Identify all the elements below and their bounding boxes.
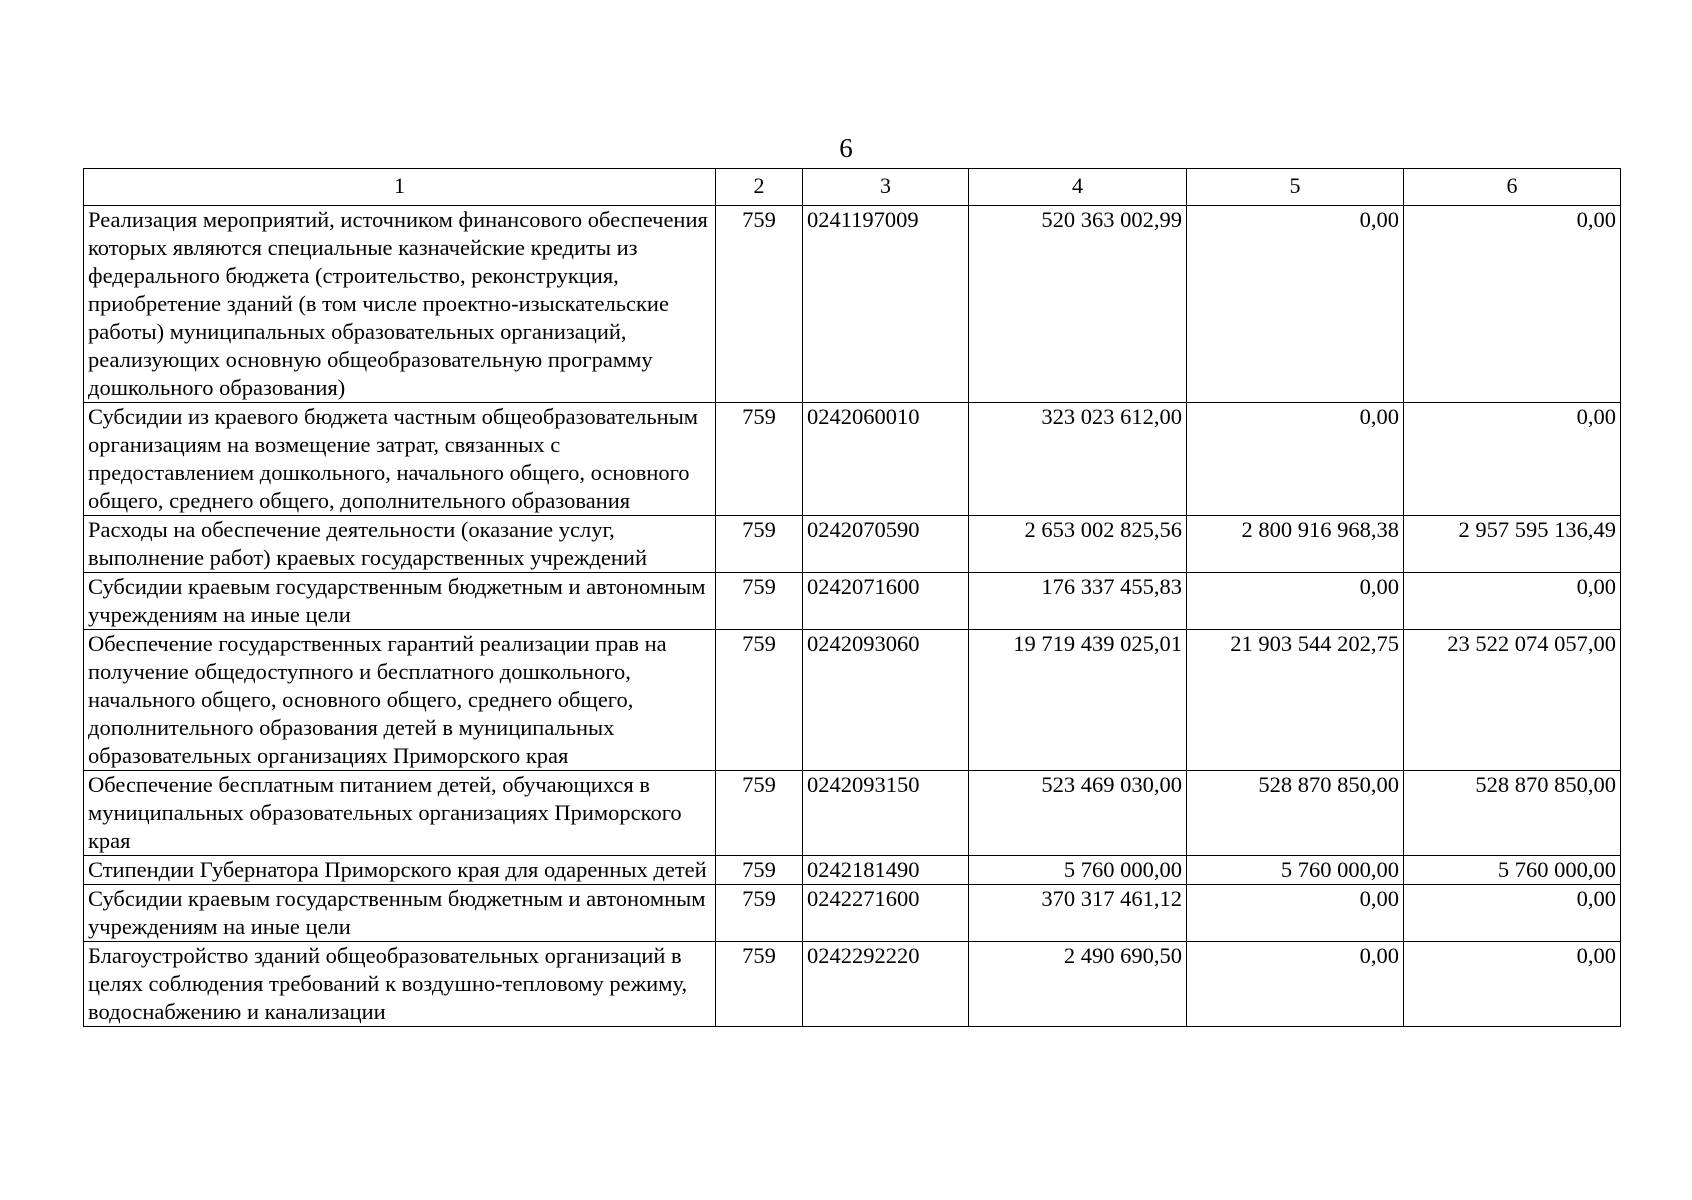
table-row (84, 573, 1621, 630)
row-department-code: 759 (716, 206, 803, 403)
row-amount-col-4: 5 760 000,00 (969, 856, 1187, 885)
row-amount-col-6: 2 957 595 136,49 (1404, 516, 1621, 573)
row-name: Субсидии из краевого бюджета частным общеобразовательным организациям на возмещение затрат, связанных с предоставлением дошкольного, начального общего, основного общего, среднего общего, дополнительного образования (84, 403, 716, 516)
row-amount-col-4: 2 653 002 825,56 (969, 516, 1187, 573)
row-name: Субсидии краевым государственным бюджетным и автономным учреждениям на иные цели (84, 885, 716, 942)
table-row (84, 856, 1621, 885)
row-amount-col-5: 0,00 (1187, 573, 1404, 630)
row-department-code: 759 (716, 856, 803, 885)
header-col-1: 1 (84, 169, 716, 206)
row-department-code: 759 (716, 573, 803, 630)
row-amount-col-6: 528 870 850,00 (1404, 771, 1621, 856)
table-row (84, 516, 1621, 573)
table-row (84, 206, 1621, 403)
row-department-code: 759 (716, 885, 803, 942)
row-amount-col-6: 23 522 074 057,00 (1404, 630, 1621, 771)
row-target-article: 0242093060 (803, 630, 969, 771)
header-col-2: 2 (716, 169, 803, 206)
table-row (84, 942, 1621, 1027)
row-amount-col-5: 21 903 544 202,75 (1187, 630, 1404, 771)
row-name: Обеспечение государственных гарантий реализации прав на получение общедоступного и бесплатного дошкольного, начального общего, основного общего, среднего общего, дополнительного образования детей в муниципальных образовательных организациях Приморского края (84, 630, 716, 771)
row-amount-col-4: 19 719 439 025,01 (969, 630, 1187, 771)
table-row (84, 885, 1621, 942)
row-amount-col-5: 528 870 850,00 (1187, 771, 1404, 856)
row-department-code: 759 (716, 942, 803, 1027)
row-amount-col-6: 0,00 (1404, 942, 1621, 1027)
row-amount-col-4: 176 337 455,83 (969, 573, 1187, 630)
row-amount-col-6: 0,00 (1404, 885, 1621, 942)
row-department-code: 759 (716, 630, 803, 771)
row-amount-col-5: 0,00 (1187, 885, 1404, 942)
row-target-article: 0242060010 (803, 403, 969, 516)
row-amount-col-5: 0,00 (1187, 206, 1404, 403)
header-col-4: 4 (969, 169, 1187, 206)
table-row (84, 771, 1621, 856)
table-row (84, 403, 1621, 516)
row-name: Субсидии краевым государственным бюджетным и автономным учреждениям на иные цели (84, 573, 716, 630)
row-target-article: 0242181490 (803, 856, 969, 885)
row-amount-col-4: 323 023 612,00 (969, 403, 1187, 516)
header-col-6: 6 (1404, 169, 1621, 206)
header-col-3: 3 (803, 169, 969, 206)
row-target-article: 0241197009 (803, 206, 969, 403)
page-number: 6 (839, 133, 853, 163)
row-target-article: 0242093150 (803, 771, 969, 856)
row-target-article: 0242292220 (803, 942, 969, 1027)
table-row (84, 630, 1621, 771)
row-amount-col-6: 5 760 000,00 (1404, 856, 1621, 885)
row-name: Обеспечение бесплатным питанием детей, обучающихся в муниципальных образовательных организациях Приморского края (84, 771, 716, 856)
row-name: Благоустройство зданий общеобразовательных организаций в целях соблюдения требований к воздушно-тепловому режиму, водоснабжению и канализации (84, 942, 716, 1027)
row-amount-col-5: 2 800 916 968,38 (1187, 516, 1404, 573)
row-amount-col-6: 0,00 (1404, 206, 1621, 403)
budget-table (83, 168, 1621, 1027)
row-amount-col-6: 0,00 (1404, 403, 1621, 516)
row-amount-col-4: 2 490 690,50 (969, 942, 1187, 1027)
row-amount-col-6: 0,00 (1404, 573, 1621, 630)
row-target-article: 0242271600 (803, 885, 969, 942)
row-department-code: 759 (716, 403, 803, 516)
row-department-code: 759 (716, 771, 803, 856)
row-amount-col-4: 520 363 002,99 (969, 206, 1187, 403)
row-target-article: 0242071600 (803, 573, 969, 630)
row-name: Расходы на обеспечение деятельности (оказание услуг, выполнение работ) краевых государственных учреждений (84, 516, 716, 573)
row-name: Реализация мероприятий, источником финансового обеспечения которых являются специальные казначейские кредиты из федерального бюджета (строительство, реконструкция, приобретение зданий (в том числе проектно-изыскательские работы) муниципальных образовательных организаций, реализующих основную общеобразовательную программу дошкольного образования) (84, 206, 716, 403)
header-col-5: 5 (1187, 169, 1404, 206)
row-amount-col-5: 0,00 (1187, 403, 1404, 516)
row-amount-col-4: 370 317 461,12 (969, 885, 1187, 942)
header-row (84, 169, 1621, 206)
row-department-code: 759 (716, 516, 803, 573)
row-amount-col-5: 5 760 000,00 (1187, 856, 1404, 885)
row-name: Стипендии Губернатора Приморского края для одаренных детей (84, 856, 716, 885)
row-amount-col-4: 523 469 030,00 (969, 771, 1187, 856)
row-amount-col-5: 0,00 (1187, 942, 1404, 1027)
row-target-article: 0242070590 (803, 516, 969, 573)
